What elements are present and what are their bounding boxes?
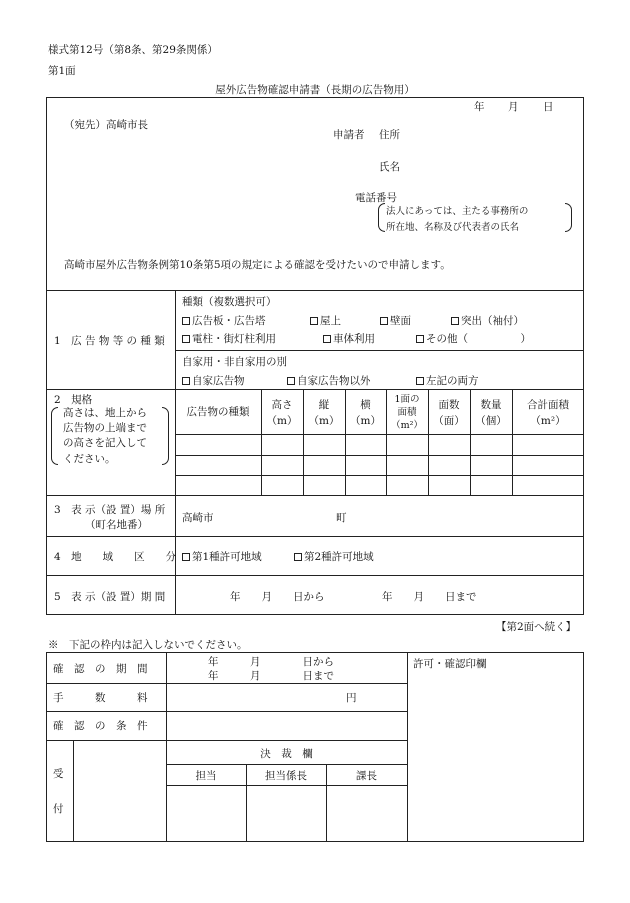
continued-note: 【第2面へ続く】	[496, 621, 577, 633]
confirm-period-label: 確 認 の 期 間	[53, 663, 148, 675]
checkbox-icon[interactable]	[182, 335, 190, 343]
fee-label: 手 数 料	[53, 692, 148, 704]
divider	[407, 652, 408, 842]
form-title: 屋外広告物確認申請書（長期の広告物用）	[215, 84, 415, 96]
spec-header-vertical-unit: （m）	[308, 415, 340, 427]
date-day[interactable]: 日	[543, 101, 554, 113]
period-from[interactable]: 年 月 日から	[230, 591, 325, 603]
divider	[46, 740, 407, 741]
section4-label: 4 地 域 区 分	[54, 551, 177, 563]
divider	[175, 350, 584, 351]
receipt-label-2: 付	[53, 803, 64, 815]
divider	[46, 683, 407, 684]
page-indicator: 第1面	[48, 65, 76, 77]
staff-header: 担当	[195, 770, 217, 782]
spec-header-total-unit: （m²）	[530, 415, 566, 427]
spec-table-row-line	[175, 455, 584, 456]
application-statement: 高崎市屋外広告物条例第10条第5項の規定による確認を受けたいので申請します。	[64, 259, 451, 271]
manager-header: 課長	[356, 770, 377, 782]
use-non-own[interactable]: 自家広告物以外	[287, 373, 371, 388]
use-own[interactable]: 自家広告物	[182, 373, 245, 388]
confirm-period-to: 年 月 日まで	[208, 670, 334, 682]
use-heading: 自家用・非自家用の別	[182, 356, 287, 368]
checkbox-icon[interactable]	[182, 377, 190, 385]
location-city: 高崎市	[182, 512, 214, 524]
spec-header-qty-unit: （個）	[475, 415, 507, 427]
spec-header-area-1: 1面の	[394, 394, 420, 405]
spec-header-height-unit: （m）	[266, 415, 298, 427]
office-use-note: ※ 下記の枠内は記入しないでください。	[48, 639, 248, 651]
receipt-label-1: 受	[53, 768, 64, 780]
divider	[166, 764, 407, 765]
kind-wall[interactable]: 壁面	[380, 313, 411, 328]
checkbox-icon[interactable]	[416, 377, 424, 385]
spec-header-qty: 数量	[480, 399, 502, 411]
checkbox-icon[interactable]	[416, 335, 424, 343]
section2-label: 2 規格	[54, 394, 93, 406]
checkbox-icon[interactable]	[323, 335, 331, 343]
address-label[interactable]: 住所	[379, 129, 400, 141]
fee-unit: 円	[346, 692, 357, 704]
section5-label: 5 表 示（設 置）期 間	[54, 591, 166, 603]
divider	[46, 711, 407, 712]
spec-header-area-2: 面積	[397, 407, 417, 418]
divider	[46, 536, 584, 537]
section3-sublabel: （町名地番）	[85, 519, 148, 531]
divider	[166, 785, 407, 786]
period-to[interactable]: 年 月 日まで	[382, 591, 477, 603]
kind-other[interactable]: その他（ ）	[416, 331, 531, 346]
checkbox-icon[interactable]	[310, 317, 318, 325]
decision-heading: 決 裁 欄	[260, 748, 313, 760]
form-number: 様式第12号（第8条、第29条関係）	[48, 44, 218, 56]
checkbox-icon[interactable]	[182, 553, 190, 561]
spec-header-faces-unit: （面）	[433, 415, 465, 427]
kind-billboard[interactable]: 広告板・広告塔	[182, 313, 266, 328]
spec-header-area-unit: （m²）	[391, 420, 423, 431]
spec-header-horizontal: 横	[360, 399, 371, 411]
location-town[interactable]: 町	[336, 512, 347, 524]
spec-note-line1: 高さは、地上から	[63, 407, 147, 419]
spec-table-row-line	[175, 475, 584, 476]
divider	[46, 389, 584, 390]
section3-label: 3 表 示（設 置）場 所	[54, 504, 166, 516]
label-column-divider	[175, 290, 176, 615]
addressee: （宛先）高崎市長	[64, 119, 148, 131]
divider	[46, 575, 584, 576]
seal-label: 許可・確認印欄	[413, 658, 487, 670]
checkbox-icon[interactable]	[182, 317, 190, 325]
section1-label: 1 広 告 物 等 の 種 類	[54, 335, 165, 347]
name-label[interactable]: 氏名	[379, 161, 400, 173]
spec-header-type: 広告物の種類	[186, 406, 250, 418]
corp-note-line1: 法人にあっては、主たる事務所の	[386, 206, 529, 217]
use-both[interactable]: 左記の両方	[416, 373, 479, 388]
checkbox-icon[interactable]	[380, 317, 388, 325]
main-form-frame	[46, 97, 584, 615]
checkbox-icon[interactable]	[294, 553, 302, 561]
checkbox-icon[interactable]	[287, 377, 295, 385]
area-type1[interactable]: 第1種許可地域	[182, 549, 262, 564]
kind-pole[interactable]: 電柱・街灯柱利用	[182, 331, 276, 346]
spec-header-total: 合計面積	[527, 399, 569, 411]
spec-table-row-line	[175, 434, 584, 435]
confirm-period-from: 年 月 日から	[208, 656, 334, 668]
chief-header: 担当係長	[265, 770, 307, 782]
spec-note-line2: 広告物の上端まで	[63, 422, 147, 434]
checkbox-icon[interactable]	[451, 317, 459, 325]
note-bracket-left	[51, 407, 58, 465]
phone-label[interactable]: 電話番号	[355, 192, 397, 204]
area-type2[interactable]: 第2種許可地域	[294, 549, 374, 564]
spec-note-line4: ください。	[63, 453, 116, 465]
divider	[73, 740, 74, 842]
divider	[46, 495, 584, 496]
kind-heading: 種類（複数選択可）	[182, 296, 277, 308]
kind-vehicle[interactable]: 車体利用	[323, 331, 375, 346]
date-year[interactable]: 年	[474, 101, 485, 113]
divider	[46, 290, 584, 291]
kind-rooftop[interactable]: 屋上	[310, 313, 341, 328]
condition-label: 確 認 の 条 件	[53, 720, 148, 732]
corp-note-bracket-right	[565, 203, 572, 232]
spec-header-vertical: 縦	[318, 399, 330, 411]
note-bracket-right	[162, 407, 169, 465]
spec-header-height: 高さ	[271, 399, 293, 411]
spec-header-faces: 面数	[438, 399, 460, 411]
applicant-label: 申請者	[333, 129, 365, 141]
corp-note-line2: 所在地、名称及び代表者の氏名	[386, 222, 520, 233]
date-month[interactable]: 月	[508, 101, 519, 113]
kind-projecting[interactable]: 突出（袖付）	[451, 313, 524, 328]
spec-header-horizontal-unit: （m）	[350, 415, 381, 427]
spec-note-line3: の高さを記入して	[63, 437, 147, 449]
corp-note-bracket-left	[378, 203, 385, 232]
